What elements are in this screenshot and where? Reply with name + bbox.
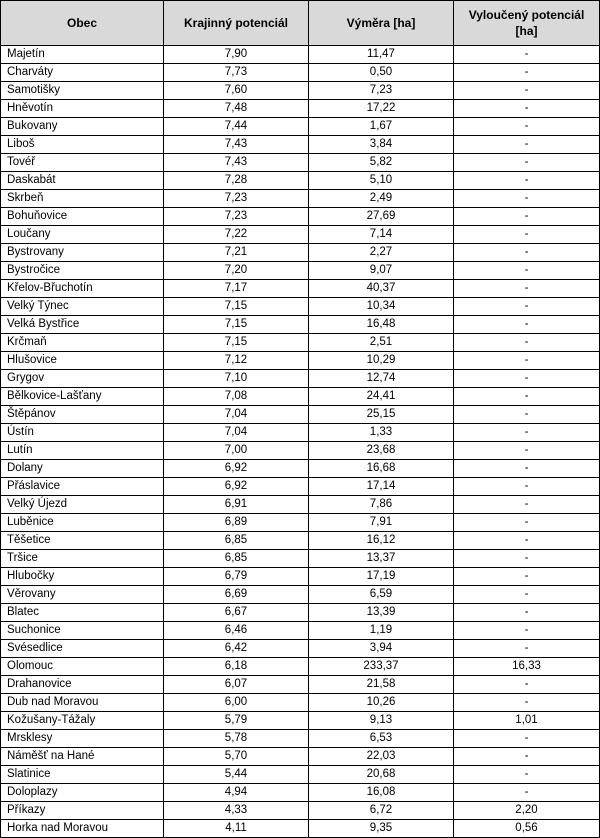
table-row bbox=[1, 784, 600, 802]
cell-krajinny-potencial: 7,12 bbox=[164, 352, 309, 370]
cell-krajinny-potencial: 7,15 bbox=[164, 316, 309, 334]
cell-obec: Krčmaň bbox=[1, 334, 164, 352]
table-row bbox=[1, 532, 600, 550]
cell-vymera: 20,68 bbox=[309, 766, 454, 784]
table-row bbox=[1, 658, 600, 676]
cell-vymera: 16,68 bbox=[309, 460, 454, 478]
cell-vymera: 9,13 bbox=[309, 712, 454, 730]
cell-vylouceny-potencial: - bbox=[454, 460, 600, 478]
cell-obec: Těšetice bbox=[1, 532, 164, 550]
cell-krajinny-potencial: 6,85 bbox=[164, 532, 309, 550]
cell-obec: Bělkovice-Lašťany bbox=[1, 388, 164, 406]
cell-vymera: 6,53 bbox=[309, 730, 454, 748]
table-row bbox=[1, 802, 600, 820]
column-header-vymera: Výměra [ha] bbox=[309, 1, 454, 46]
cell-obec: Kožušany-Tážaly bbox=[1, 712, 164, 730]
cell-vymera: 10,29 bbox=[309, 352, 454, 370]
cell-obec: Grygov bbox=[1, 370, 164, 388]
cell-vymera: 24,41 bbox=[309, 388, 454, 406]
cell-obec: Drahanovice bbox=[1, 676, 164, 694]
table-row bbox=[1, 550, 600, 568]
cell-obec: Blatec bbox=[1, 604, 164, 622]
table-row bbox=[1, 208, 600, 226]
cell-obec: Horka nad Moravou bbox=[1, 820, 164, 838]
table-row bbox=[1, 766, 600, 784]
table-row bbox=[1, 478, 600, 496]
cell-vymera: 7,23 bbox=[309, 82, 454, 100]
cell-vymera: 9,07 bbox=[309, 262, 454, 280]
cell-krajinny-potencial: 7,00 bbox=[164, 442, 309, 460]
cell-vymera: 5,10 bbox=[309, 172, 454, 190]
cell-vylouceny-potencial: 0,56 bbox=[454, 820, 600, 838]
table-row bbox=[1, 352, 600, 370]
cell-krajinny-potencial: 7,43 bbox=[164, 136, 309, 154]
cell-vymera: 1,67 bbox=[309, 118, 454, 136]
cell-obec: Loučany bbox=[1, 226, 164, 244]
cell-vymera: 11,47 bbox=[309, 46, 454, 64]
table-row bbox=[1, 172, 600, 190]
cell-obec: Bystrovany bbox=[1, 244, 164, 262]
table-row bbox=[1, 424, 600, 442]
cell-krajinny-potencial: 7,44 bbox=[164, 118, 309, 136]
cell-vylouceny-potencial: - bbox=[454, 82, 600, 100]
cell-vylouceny-potencial: - bbox=[454, 442, 600, 460]
table-row bbox=[1, 46, 600, 64]
cell-obec: Dolany bbox=[1, 460, 164, 478]
cell-krajinny-potencial: 6,42 bbox=[164, 640, 309, 658]
cell-obec: Doloplazy bbox=[1, 784, 164, 802]
cell-krajinny-potencial: 5,44 bbox=[164, 766, 309, 784]
cell-obec: Bohuňovice bbox=[1, 208, 164, 226]
cell-vymera: 233,37 bbox=[309, 658, 454, 676]
cell-krajinny-potencial: 7,22 bbox=[164, 226, 309, 244]
cell-vymera: 10,26 bbox=[309, 694, 454, 712]
table-row bbox=[1, 100, 600, 118]
table-row bbox=[1, 136, 600, 154]
cell-vymera: 7,91 bbox=[309, 514, 454, 532]
cell-vylouceny-potencial: - bbox=[454, 46, 600, 64]
cell-vymera: 6,72 bbox=[309, 802, 454, 820]
table-row bbox=[1, 586, 600, 604]
cell-krajinny-potencial: 7,08 bbox=[164, 388, 309, 406]
table-row bbox=[1, 622, 600, 640]
cell-vylouceny-potencial: - bbox=[454, 64, 600, 82]
table-row bbox=[1, 298, 600, 316]
cell-vylouceny-potencial: 16,33 bbox=[454, 658, 600, 676]
cell-krajinny-potencial: 7,90 bbox=[164, 46, 309, 64]
column-header-krajinny-potencial: Krajinný potenciál bbox=[164, 1, 309, 46]
cell-vylouceny-potencial: - bbox=[454, 496, 600, 514]
cell-vymera: 10,34 bbox=[309, 298, 454, 316]
column-header-obec: Obec bbox=[1, 1, 164, 46]
cell-krajinny-potencial: 6,67 bbox=[164, 604, 309, 622]
cell-krajinny-potencial: 6,92 bbox=[164, 460, 309, 478]
table-row bbox=[1, 748, 600, 766]
cell-obec: Skrbeň bbox=[1, 190, 164, 208]
cell-obec: Daskabát bbox=[1, 172, 164, 190]
cell-vylouceny-potencial: - bbox=[454, 100, 600, 118]
cell-vylouceny-potencial: - bbox=[454, 226, 600, 244]
cell-vymera: 0,50 bbox=[309, 64, 454, 82]
cell-krajinny-potencial: 7,60 bbox=[164, 82, 309, 100]
cell-vymera: 7,14 bbox=[309, 226, 454, 244]
table-row bbox=[1, 370, 600, 388]
cell-krajinny-potencial: 7,15 bbox=[164, 334, 309, 352]
cell-krajinny-potencial: 6,85 bbox=[164, 550, 309, 568]
column-header-vylouceny-potencial: Vyloučený potenciál [ha] bbox=[454, 1, 600, 46]
table-row bbox=[1, 568, 600, 586]
cell-vylouceny-potencial: - bbox=[454, 298, 600, 316]
cell-obec: Štěpánov bbox=[1, 406, 164, 424]
cell-krajinny-potencial: 6,91 bbox=[164, 496, 309, 514]
cell-krajinny-potencial: 4,33 bbox=[164, 802, 309, 820]
cell-obec: Přáslavice bbox=[1, 478, 164, 496]
cell-obec: Majetín bbox=[1, 46, 164, 64]
table-row bbox=[1, 676, 600, 694]
cell-vymera: 7,86 bbox=[309, 496, 454, 514]
cell-vymera: 21,58 bbox=[309, 676, 454, 694]
cell-vymera: 13,39 bbox=[309, 604, 454, 622]
cell-vylouceny-potencial: - bbox=[454, 676, 600, 694]
cell-vylouceny-potencial: - bbox=[454, 244, 600, 262]
cell-krajinny-potencial: 6,00 bbox=[164, 694, 309, 712]
cell-vylouceny-potencial: - bbox=[454, 352, 600, 370]
cell-vylouceny-potencial: - bbox=[454, 550, 600, 568]
cell-vylouceny-potencial: - bbox=[454, 118, 600, 136]
cell-vylouceny-potencial: 2,20 bbox=[454, 802, 600, 820]
cell-krajinny-potencial: 7,17 bbox=[164, 280, 309, 298]
cell-obec: Hlubočky bbox=[1, 568, 164, 586]
table-row bbox=[1, 64, 600, 82]
cell-obec: Mrsklesy bbox=[1, 730, 164, 748]
cell-vymera: 17,14 bbox=[309, 478, 454, 496]
cell-vylouceny-potencial: - bbox=[454, 766, 600, 784]
cell-vymera: 2,27 bbox=[309, 244, 454, 262]
table-row bbox=[1, 712, 600, 730]
cell-vylouceny-potencial: - bbox=[454, 280, 600, 298]
cell-vymera: 22,03 bbox=[309, 748, 454, 766]
table-row bbox=[1, 460, 600, 478]
cell-krajinny-potencial: 7,48 bbox=[164, 100, 309, 118]
table-row bbox=[1, 442, 600, 460]
table-row bbox=[1, 226, 600, 244]
cell-obec: Křelov-Břuchotín bbox=[1, 280, 164, 298]
cell-vylouceny-potencial: - bbox=[454, 424, 600, 442]
cell-vylouceny-potencial: - bbox=[454, 136, 600, 154]
cell-vylouceny-potencial: - bbox=[454, 388, 600, 406]
cell-vymera: 16,48 bbox=[309, 316, 454, 334]
cell-vylouceny-potencial: - bbox=[454, 154, 600, 172]
cell-vylouceny-potencial: - bbox=[454, 532, 600, 550]
cell-vylouceny-potencial: 1,01 bbox=[454, 712, 600, 730]
cell-krajinny-potencial: 4,11 bbox=[164, 820, 309, 838]
cell-krajinny-potencial: 7,23 bbox=[164, 208, 309, 226]
cell-krajinny-potencial: 7,20 bbox=[164, 262, 309, 280]
cell-vylouceny-potencial: - bbox=[454, 784, 600, 802]
cell-obec: Velký Újezd bbox=[1, 496, 164, 514]
cell-krajinny-potencial: 7,15 bbox=[164, 298, 309, 316]
cell-obec: Velký Týnec bbox=[1, 298, 164, 316]
cell-vylouceny-potencial: - bbox=[454, 640, 600, 658]
cell-vymera: 13,37 bbox=[309, 550, 454, 568]
cell-vymera: 16,12 bbox=[309, 532, 454, 550]
cell-obec: Věrovany bbox=[1, 586, 164, 604]
cell-vymera: 17,22 bbox=[309, 100, 454, 118]
table-row bbox=[1, 694, 600, 712]
table-row bbox=[1, 496, 600, 514]
cell-vymera: 3,84 bbox=[309, 136, 454, 154]
cell-vylouceny-potencial: - bbox=[454, 316, 600, 334]
cell-obec: Bukovany bbox=[1, 118, 164, 136]
cell-obec: Suchonice bbox=[1, 622, 164, 640]
cell-krajinny-potencial: 6,69 bbox=[164, 586, 309, 604]
cell-obec: Bystročice bbox=[1, 262, 164, 280]
cell-obec: Hlušovice bbox=[1, 352, 164, 370]
cell-obec: Ústín bbox=[1, 424, 164, 442]
cell-vymera: 5,82 bbox=[309, 154, 454, 172]
table-body bbox=[1, 46, 600, 838]
cell-krajinny-potencial: 7,21 bbox=[164, 244, 309, 262]
table-header bbox=[1, 1, 600, 46]
cell-vymera: 25,15 bbox=[309, 406, 454, 424]
cell-vymera: 6,59 bbox=[309, 586, 454, 604]
cell-vylouceny-potencial: - bbox=[454, 406, 600, 424]
cell-obec: Svésedlice bbox=[1, 640, 164, 658]
cell-krajinny-potencial: 5,79 bbox=[164, 712, 309, 730]
cell-vymera: 40,37 bbox=[309, 280, 454, 298]
cell-krajinny-potencial: 6,18 bbox=[164, 658, 309, 676]
cell-obec: Liboš bbox=[1, 136, 164, 154]
table-row bbox=[1, 280, 600, 298]
table-row bbox=[1, 82, 600, 100]
table-row bbox=[1, 154, 600, 172]
cell-obec: Olomouc bbox=[1, 658, 164, 676]
cell-vymera: 1,33 bbox=[309, 424, 454, 442]
table-row bbox=[1, 244, 600, 262]
cell-obec: Luběnice bbox=[1, 514, 164, 532]
cell-vymera: 17,19 bbox=[309, 568, 454, 586]
cell-krajinny-potencial: 5,78 bbox=[164, 730, 309, 748]
table-row bbox=[1, 190, 600, 208]
cell-krajinny-potencial: 4,94 bbox=[164, 784, 309, 802]
cell-vylouceny-potencial: - bbox=[454, 730, 600, 748]
cell-vylouceny-potencial: - bbox=[454, 478, 600, 496]
cell-obec: Tovéř bbox=[1, 154, 164, 172]
header-row bbox=[1, 1, 600, 46]
cell-vymera: 2,51 bbox=[309, 334, 454, 352]
cell-krajinny-potencial: 6,89 bbox=[164, 514, 309, 532]
cell-krajinny-potencial: 6,07 bbox=[164, 676, 309, 694]
cell-obec: Velká Bystřice bbox=[1, 316, 164, 334]
cell-vylouceny-potencial: - bbox=[454, 694, 600, 712]
cell-vylouceny-potencial: - bbox=[454, 604, 600, 622]
cell-vymera: 1,19 bbox=[309, 622, 454, 640]
cell-vymera: 2,49 bbox=[309, 190, 454, 208]
cell-obec: Slatinice bbox=[1, 766, 164, 784]
table-row bbox=[1, 316, 600, 334]
cell-obec: Dub nad Moravou bbox=[1, 694, 164, 712]
cell-vymera: 3,94 bbox=[309, 640, 454, 658]
table-row bbox=[1, 604, 600, 622]
cell-vymera: 27,69 bbox=[309, 208, 454, 226]
table-row bbox=[1, 406, 600, 424]
cell-vylouceny-potencial: - bbox=[454, 370, 600, 388]
cell-vylouceny-potencial: - bbox=[454, 568, 600, 586]
cell-vylouceny-potencial: - bbox=[454, 622, 600, 640]
table-row bbox=[1, 514, 600, 532]
cell-vymera: 16,08 bbox=[309, 784, 454, 802]
cell-vylouceny-potencial: - bbox=[454, 190, 600, 208]
cell-vymera: 23,68 bbox=[309, 442, 454, 460]
table-row bbox=[1, 334, 600, 352]
cell-vylouceny-potencial: - bbox=[454, 172, 600, 190]
cell-krajinny-potencial: 7,43 bbox=[164, 154, 309, 172]
cell-krajinny-potencial: 6,79 bbox=[164, 568, 309, 586]
table-row bbox=[1, 262, 600, 280]
cell-krajinny-potencial: 5,70 bbox=[164, 748, 309, 766]
cell-obec: Tršice bbox=[1, 550, 164, 568]
table-row bbox=[1, 118, 600, 136]
cell-vylouceny-potencial: - bbox=[454, 586, 600, 604]
cell-krajinny-potencial: 7,10 bbox=[164, 370, 309, 388]
table-row bbox=[1, 388, 600, 406]
cell-vymera: 12,74 bbox=[309, 370, 454, 388]
cell-krajinny-potencial: 6,92 bbox=[164, 478, 309, 496]
table-row bbox=[1, 640, 600, 658]
cell-vymera: 9,35 bbox=[309, 820, 454, 838]
cell-obec: Hněvotín bbox=[1, 100, 164, 118]
cell-vylouceny-potencial: - bbox=[454, 334, 600, 352]
table-row bbox=[1, 820, 600, 838]
cell-krajinny-potencial: 7,73 bbox=[164, 64, 309, 82]
cell-vylouceny-potencial: - bbox=[454, 514, 600, 532]
cell-vylouceny-potencial: - bbox=[454, 748, 600, 766]
table-row bbox=[1, 730, 600, 748]
cell-obec: Příkazy bbox=[1, 802, 164, 820]
cell-vylouceny-potencial: - bbox=[454, 208, 600, 226]
cell-krajinny-potencial: 7,04 bbox=[164, 424, 309, 442]
cell-vylouceny-potencial: - bbox=[454, 262, 600, 280]
cell-krajinny-potencial: 7,23 bbox=[164, 190, 309, 208]
cell-krajinny-potencial: 7,28 bbox=[164, 172, 309, 190]
cell-obec: Náměšť na Hané bbox=[1, 748, 164, 766]
cell-obec: Lutín bbox=[1, 442, 164, 460]
cell-krajinny-potencial: 6,46 bbox=[164, 622, 309, 640]
cell-obec: Charváty bbox=[1, 64, 164, 82]
cell-obec: Samotišky bbox=[1, 82, 164, 100]
cell-krajinny-potencial: 7,04 bbox=[164, 406, 309, 424]
